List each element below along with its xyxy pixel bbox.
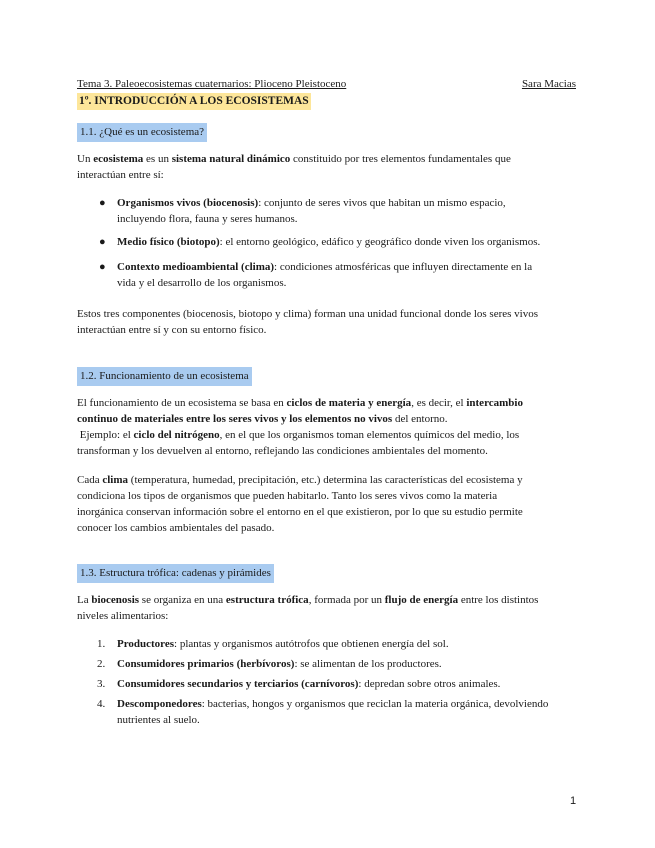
section-title-1-2: 1.2. Funcionamiento de un ecosistema	[77, 367, 252, 386]
page-number: 1	[570, 795, 577, 807]
section-title-1-3: 1.3. Estructura trófica: cadenas y pirámides	[77, 564, 274, 583]
paragraph-components-summary: Estos tres componentes (biocenosis, biotopo y clima) forman una unidad funcional donde los seres vivos interactúan entre sí y con su entorno físico.	[77, 308, 538, 336]
bullet-icon: ●	[99, 236, 106, 248]
bullet-icon: ●	[99, 197, 106, 209]
main-heading: 1º. INTRODUCCIÓN A LOS ECOSISTEMAS	[77, 93, 311, 110]
document-page: Tema 3. Paleoecosistemas cuaternarios: Plioceno Pleistoceno Sara Macias 1º. INTRODUCCIÓN A LOS ECOSISTEMAS 1.1. ¿Qué es un ecosistema? Un ecosistema es un sistema natural dinámico constituido por tres elementos fundamentales que interactúan entre sí: ● Organismos vivos (biocenosis): conjunto de seres vivos que habitan un mismo espacio, incluyendo flora, fauna y seres humanos. ● Medio físico (biotopo): el entorno geológico, edáfico y geográfico donde viven los organismos. ● Contexto medioambiental (clima): condiciones atmosféricas que influyen directamente en la vida y el desarrollo de los organismos. Estos tres componentes (biocenosis, biotopo y clima) forman una unidad funcional donde los seres vivos interactúan entre sí y con su entorno físico. 1.2. Funcionamiento de un ecosistema El funcionamiento de un ecosistema se basa en ciclos de materia y energía, es decir, el intercambio continuo de materiales entre los seres vivos y los elementos no vivos del entorno. Ejemplo: el ciclo del nitrógeno, en el que los organismos toman elementos químicos del medio, los transforman y los devuelven al entorno, reflejando las condiciones ambientales del momento. Cada clima (temperatura, humedad, precipitación, etc.) determina las características del ecosistema y condiciona los tipos de organismos que pueden habitarlo. Tanto los seres vivos como la materia inorgánica conservan información sobre el entorno en el que existieron, por lo que su estudio permite conocer los cambios ambientales del pasado. 1.3. Estructura trófica: cadenas y pirámides La biocenosis se organiza en una estructura trófica, formada por un flujo de energía entre los distintos niveles alimentarios: 1. Productores: plantas y organismos autótrofos que obtienen energía del sol. 2. Consumidores primarios (herbívoros): se alimentan de los productores. 3. Consumidores secundarios y terciarios (carnívoros): depredan sobre otros animales. 4. Descomponedores: bacterias, hongos y organismos que reciclan la materia orgánica, devolviendo nutrientes al suelo. 1	[77, 78, 577, 807]
header-topic: Tema 3. Paleoecosistemas cuaternarios: Plioceno Pleistoceno	[77, 78, 347, 90]
bullet-icon: ●	[99, 261, 106, 273]
paragraph-clima: Cada clima (temperatura, humedad, precipitación, etc.) determina las características del ecosistema y condiciona los tipos de organismos que pueden habitarlo. Tanto los seres vivos como la materia inorgánica conservan información sobre el entorno en el que existieron, por lo que su estudio permite conocer los cambios ambientales del pasado.	[77, 474, 523, 534]
paragraph-funcionamiento: El funcionamiento de un ecosistema se basa en ciclos de materia y energía, es decir, el intercambio continuo de materiales entre los seres vivos y los elementos no vivos del entorno. Ejemplo: el ciclo del nitrógeno, en el que los organismos toman elementos químicos del medio, los transforman y los devuelven al entorno, reflejando las condiciones ambientales del momento.	[77, 397, 523, 457]
page-header	[77, 77, 576, 91]
section-title-1-1: 1.1. ¿Qué es un ecosistema?	[77, 123, 207, 142]
header-author: Sara Macias	[521, 78, 576, 90]
paragraph-estructura-trofica: La biocenosis se organiza en una estructura trófica, formada por un flujo de energía entre los distintos niveles alimentarios:	[77, 594, 539, 622]
paragraph-ecosistema-intro: Un ecosistema es un sistema natural dinámico constituido por tres elementos fundamentales que interactúan entre sí:	[77, 153, 511, 181]
